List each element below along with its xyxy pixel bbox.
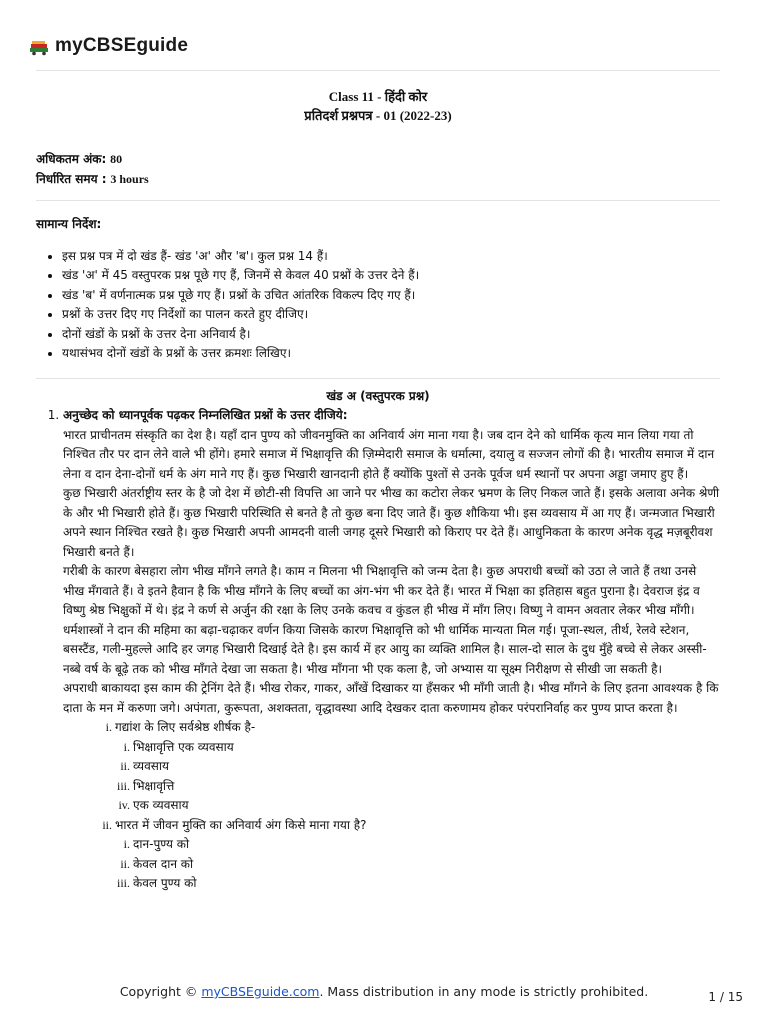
footer-copyright: Copyright © [119, 984, 202, 999]
max-marks-value: 80 [110, 152, 123, 166]
instructions-list [36, 247, 720, 364]
subquestion-text: भारत में जीवन मुक्ति का अनिवार्य अंग किसे माना गया है? [115, 817, 367, 832]
question-1 [63, 406, 720, 894]
list-item: • यथासंभव दोनों खंडों के प्रश्नों के उत्तर क्रमशः लिखिए। [62, 344, 720, 364]
option-item: i. दान-पुण्य को [133, 835, 720, 855]
list-item: • दोनों खंडों के प्रश्नों के उत्तर देना अनिवार्य है। [62, 325, 720, 345]
section-divider [36, 378, 720, 379]
subquestion [115, 718, 720, 816]
brand-logo-icon[interactable] [27, 34, 51, 58]
passage-paragraph: धर्मशास्त्रों ने दान की महिमा का बढ़ा-चढ़ाकर वर्णन किया जिसके कारण भिक्षावृत्ति को भी धार्मिक मान्यता मिल गई। पूजा-स्थल, तीर्थ, रेलवे स्टेशन, बसस्टैंड, गली-मुहल्ले आदि हर जगह भिखारी दिखाई देते है। इस कार्य में हर आयु का व्यक्ति शामिल है। साल-दो साल के दुध मुँहे बच्चे से लेकर अस्सी-नब्बे वर्ष के बूढ़े तक को भीख माँगते देखा जा सकता है। भीख माँगना भी एक कला है, जो अभ्यास या सूक्ष्म निरीक्षण से सीखी जा सकती है। [63, 622, 707, 676]
question-list [36, 406, 720, 894]
site-header [27, 33, 188, 59]
instructions-title: सामान्य निर्देश: [36, 217, 102, 231]
section-a [36, 387, 720, 894]
subquestion-list [63, 718, 720, 894]
list-item: • खंड 'अ' में 45 वस्तुपरक प्रश्न पूछे गए हैं, जिनमें से केवल 40 प्रश्नों के उत्तर देने हैं। [62, 266, 720, 286]
time-label: निर्धारित समय : [36, 171, 107, 186]
option-item: iii. भिक्षावृत्ति [133, 777, 720, 797]
passage-paragraph: कुछ भिखारी अंतर्राष्ट्रीय स्तर के है जो देश में छोटी-सी विपत्ति आ जाने पर भीख का कटोरा लेकर भ्रमण के लिए निकल जाते हैं। इसके अलावा अनेक श्रेणी के और भी भिखारी होते हैं। कुछ भिखारी परिस्थिति से बनते है तो कुछ बना दिए जाते हैं। कुछ शौकिया भी। इस व्यवसाय में आ गए हैं। जन्मजात भिखारी अपने स्थान निश्चित रखते है। कुछ भिखारी अपनी आमदनी वाली जगह दूसरे भिखारी को किराए पर देते हैं। आधुनिकता के कारण अनेक वृद्ध मज़बूरीवश भिखारी बनते हैं। [63, 486, 720, 559]
footer-link[interactable]: myCBSEguide.com [201, 984, 320, 999]
footer-notice: . Mass distribution in any mode is strictly prohibited. [319, 984, 649, 999]
passage-paragraph: भारत प्राचीनतम संस्कृति का देश है। यहाँ दान पुण्य को जीवनमुक्ति का अनिवार्य अंग माना गया है। जब दान देने को धार्मिक कृत्य मान लिया गया तो निश्चित तौर पर दान लेने वाले भी होंगे। हमारे समाज में भिक्षावृत्ति की ज़िम्मेदारी समाज के धर्मात्मा, दयालु व सज्जन लोगों की है। भारतीय समाज में दान लेना व दान देना-दोनों धर्म के अंग माने गए हैं। कुछ भिखारी खानदानी होते हैं क्योंकि पुश्तों से उनके पूर्वज धर्म स्थानों पर अपना अड्डा जमाए हुए हैं। [63, 427, 715, 481]
class-title: Class 11 - हिंदी कोर [328, 89, 428, 104]
header-divider [36, 70, 720, 71]
list-item: • प्रश्नों के उत्तर दिए गए निर्देशों का पालन करते हुए दीजिए। [62, 305, 720, 325]
option-item: i. भिक्षावृत्ति एक व्यवसाय [133, 738, 720, 758]
passage [63, 426, 720, 719]
list-item: • इस प्रश्न पत्र में दो खंड हैं- खंड 'अ' और 'ब'। कुल प्रश्न 14 हैं। [62, 247, 720, 267]
paper-title-block [36, 87, 720, 125]
marks-time-block [36, 150, 720, 189]
instructions-block [36, 215, 720, 364]
option-item: ii. व्यवसाय [133, 757, 720, 777]
page-number: 1 / 15 [708, 990, 743, 1004]
paper-title: प्रतिदर्श प्रश्नपत्र - 01 (2022-23) [304, 108, 452, 123]
section-title: खंड अ (वस्तुपरक प्रश्न) [326, 389, 430, 403]
time-value: 3 hours [110, 171, 149, 186]
max-marks-label: अधिकतम अंक: [36, 152, 107, 166]
brand-name[interactable]: myCBSEguide [55, 35, 189, 56]
option-item: iii. केवल पुण्य को [133, 874, 720, 894]
subquestion [115, 816, 720, 894]
footer [0, 984, 768, 999]
passage-paragraph: अपराधी बाकायदा इस काम की ट्रेनिंग देते हैं। भीख रोकर, गाकर, आँखें दिखाकर या हँसकर भी माँगी जाती है। भीख माँगने के लिए इतना आवश्यक है कि दाता के मन में करुणा जगे। अपंगता, कुरूपता, अशक्तता, वृद्धावस्था आदि देखकर दाता करुणामय होकर परंपरानिर्वाह कर पुण्य प्राप्त करता है। [63, 681, 719, 715]
question-heading: 1. अनुच्छेद को ध्यानपूर्वक पढ़कर निम्नलिखित प्रश्नों के उत्तर दीजिये: [63, 408, 348, 422]
option-item: ii. केवल दान को [133, 855, 720, 875]
option-item: iv. एक व्यवसाय [133, 796, 720, 816]
subquestion-text: गद्यांश के लिए सर्वश्रेष्ठ शीर्षक है- [115, 720, 256, 734]
list-item: • खंड 'ब' में वर्णनात्मक प्रश्न पूछे गए हैं। प्रश्नों के उचित आंतरिक विकल्प दिए गए हैं। [62, 286, 720, 306]
passage-paragraph: गरीबी के कारण बेसहारा लोग भीख माँगने लगते है। काम न मिलना भी भिक्षावृत्ति को जन्म देता है। कुछ अपराधी बच्चों को उठा ले जाते हैं तथा उनसे भीख मँगवाते हैं। वे इतने हैवान है कि भीख माँगने के लिए बच्चों का अंग-भंग भी कर देते हैं। भारत में भिक्षा का इतिहास बहुत पुराना है। देवराज इंद्र व विष्णु श्रेष्ठ भिक्षुकों में थे। इंद्र ने कर्ण से अर्जुन की रक्षा के लिए उनके कवच व कुंडल ही भीख में माँग लिए। विष्णु ने वामन अवतार लेकर भीख माँगी। [63, 564, 700, 617]
option-list [115, 738, 720, 816]
option-list [115, 835, 720, 894]
section-divider [36, 200, 720, 201]
